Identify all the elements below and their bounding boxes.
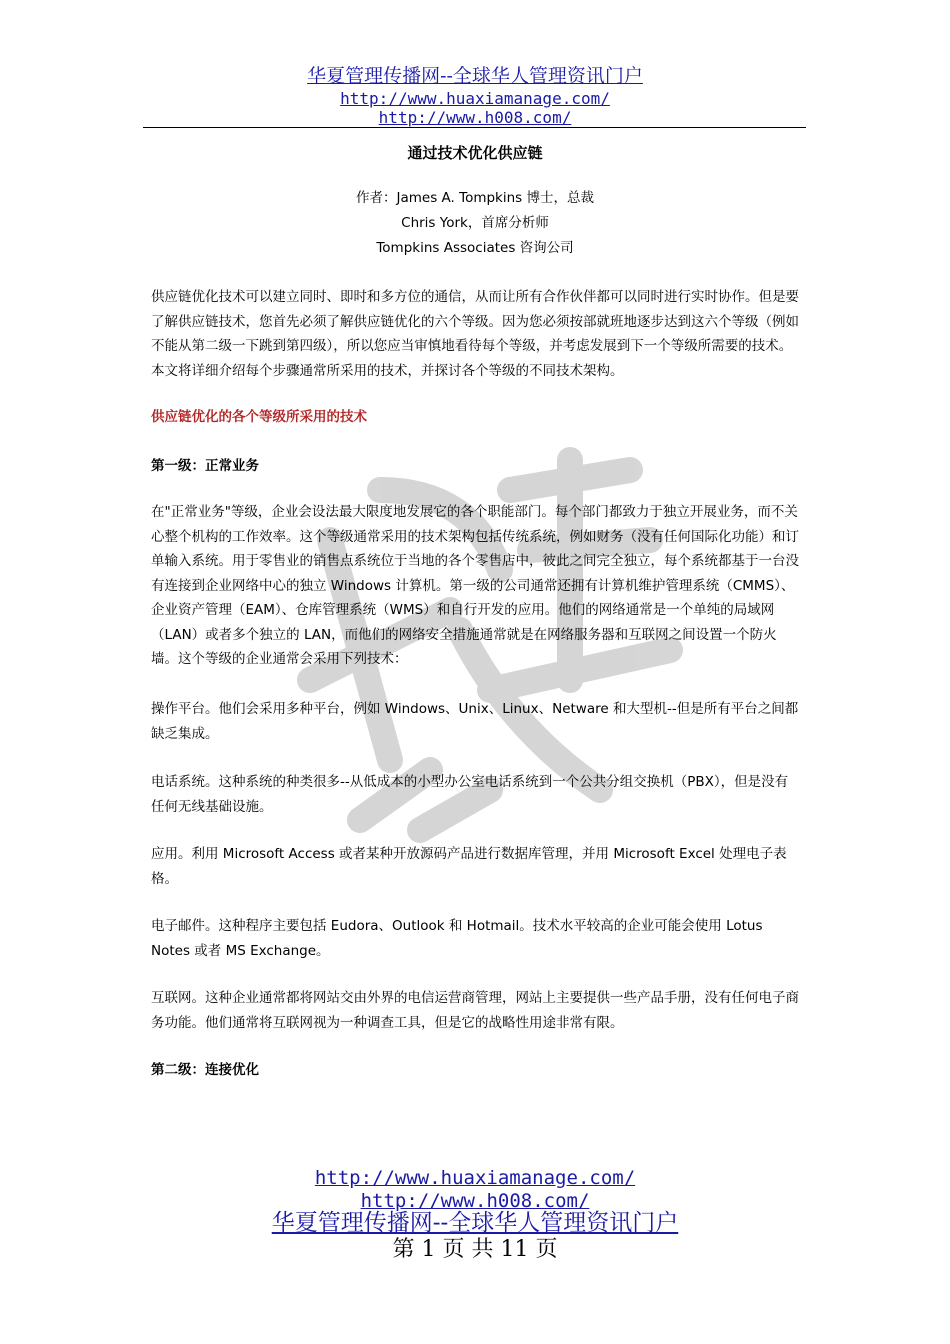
footer-site-title-link[interactable]: 华夏管理传播网--全球华人管理资讯门户 [271, 1210, 679, 1236]
header-site-title-link[interactable]: 华夏管理传播网--全球华人管理资讯门户 [307, 65, 643, 87]
page-number: 第 1 页 共 11 页 [392, 1237, 558, 1262]
byline-author: 作者：James A. Tompkins 博士，总裁 [356, 190, 594, 206]
level1-heading: 第一级：正常业务 [151, 458, 259, 474]
level2-heading: 第二级：连接优化 [151, 1062, 259, 1078]
footer-url-h008-link[interactable]: http://www.h008.com/ [360, 1190, 590, 1212]
document-title: 通过技术优化供应链 [407, 144, 543, 162]
list-item-email: 电子邮件。这种程序主要包括 Eudora、Outlook 和 Hotmail。技术水平较高的企业可能会使用 Lotus Notes 或者 MS Exchange。 [151, 918, 763, 959]
list-item-applications: 应用。利用 Microsoft Access 或者某种开放源码产品进行数据库管理，并用 Microsoft Excel 处理电子表格。 [151, 846, 787, 887]
list-item-internet: 互联网。这种企业通常都将网站交由外界的电信运营商管理，网站上主要提供一些产品手册，没有任何电子商务功能。他们通常将互联网视为一种调查工具，但是它的战略性用途非常有限。 [151, 990, 799, 1031]
footer-url-huaxiamanage-link[interactable]: http://www.huaxiamanage.com/ [314, 1167, 636, 1189]
byline-analyst: Chris York，首席分析师 [401, 215, 549, 231]
list-item-platform: 操作平台。他们会采用多种平台，例如 Windows、Unix、Linux、Netware 和大型机--但是所有平台之间都缺乏集成。 [151, 701, 799, 742]
header-url-huaxiamanage-link[interactable]: http://www.huaxiamanage.com/ [340, 89, 610, 108]
section-heading: 供应链优化的各个等级所采用的技术 [151, 409, 367, 425]
byline-company: Tompkins Associates 咨询公司 [376, 240, 574, 256]
intro-paragraph: 供应链优化技术可以建立同时、即时和多方位的通信，从而让所有合作伙伴都可以同时进行实时协作。但是要了解供应链技术，您首先必须了解供应链优化的六个等级。因为您必须按部就班地逐步达到这六个等级（例如不能从第二级一下跳到第四级），所以您应当审慎地看待每个等级，并考虑发展到下一个等级所需要的技术。本文将详细介绍每个步骤通常所采用的技术，并探讨各个等级的不同技术架构。 [151, 289, 799, 379]
list-item-phone: 电话系统。这种系统的种类很多--从低成本的小型办公室电话系统到一个公共分组交换机（PBX），但是没有任何无线基础设施。 [151, 774, 789, 815]
header-divider [143, 127, 806, 128]
header-url-h008-link[interactable]: http://www.h008.com/ [378, 108, 572, 127]
level1-paragraph: 在"正常业务"等级，企业会设法最大限度地发展它的各个职能部门。每个部门都致力于独立开展业务，而不关心整个机构的工作效率。这个等级通常采用的技术架构包括传统系统，例如财务（没有任何国际化功能）和订单输入系统。用于零售业的销售点系统位于当地的各个零售店中，彼此之间完全独立，每个系统都基于一台没有连接到企业网络中心的独立 Windows 计算机。第一级的公司通常还拥有计算机维护管理系统（CMMS）、企业资产管理（EAM）、仓库管理系统（WMS）和自行开发的应用。他们的网络通常是一个单纯的局域网（LAN）或者多个独立的 LAN，而他们的网络安全措施通常就是在网络服务器和互联网之间设置一个防火墙。这个等级的企业通常会采用下列技术： [151, 504, 799, 667]
